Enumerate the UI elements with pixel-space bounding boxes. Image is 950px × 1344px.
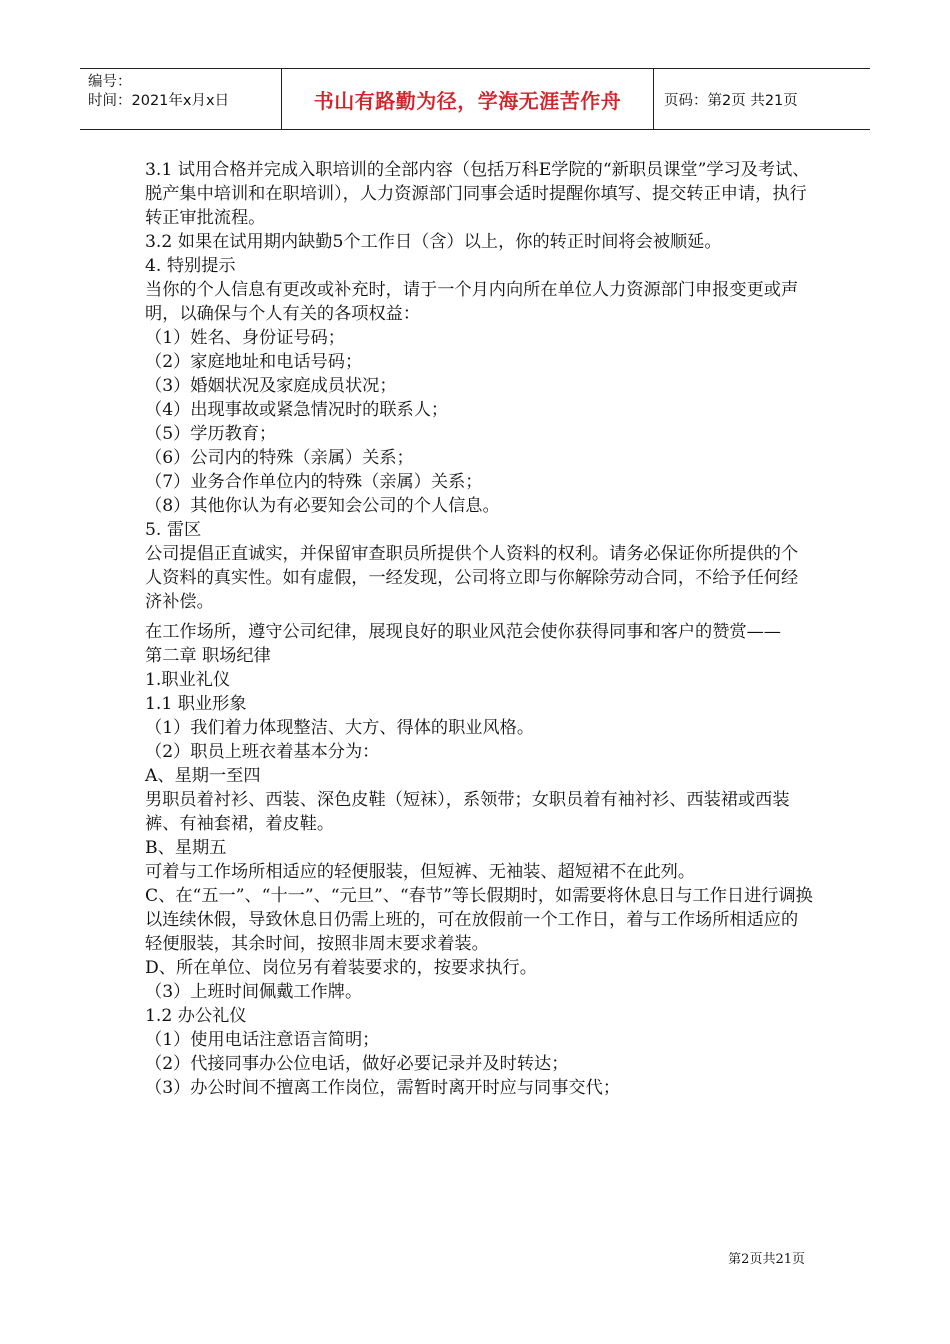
list-item: （3）办公时间不擅离工作岗位，需暂时离开时应与同事交代；	[145, 1078, 621, 1098]
header-page-label: 页码：第2页 共21页	[664, 92, 798, 109]
paragraph: 可着与工作场所相适应的轻便服装，但短裤、无袖装、超短裙不在此列。	[145, 862, 696, 882]
paragraph: B、星期五	[145, 838, 227, 858]
list-item: （1）使用电话注意语言简明；	[145, 1030, 380, 1050]
list-item: （2）家庭地址和电话号码；	[145, 352, 363, 372]
list-item: （1）我们着力体现整洁、大方、得体的职业风格。	[145, 718, 535, 738]
paragraph: 在工作场所，遵守公司纪律，展现良好的职业风范会使你获得同事和客户的赞赏——	[145, 622, 781, 642]
header-motto: 书山有路勤为径，学海无涯苦作舟	[282, 69, 654, 129]
document-body	[145, 158, 815, 1100]
paragraph: 男职员着衬衫、西装、深色皮鞋（短袜），系领带；女职员着有袖衬衫、西装裙或西装裤、有袖套裙，着皮鞋。	[145, 790, 790, 834]
list-item: （6）公司内的特殊（亲属）关系；	[145, 448, 414, 468]
doc-number-label: 编号：	[88, 74, 132, 90]
subsection-heading: 1.2 办公礼仪	[145, 1006, 247, 1026]
paragraph: D、所在单位、岗位另有着装要求的，按要求执行。	[145, 958, 537, 978]
list-item: （5）学历教育；	[145, 424, 277, 444]
list-item: （3）婚姻状况及家庭成员状况；	[145, 376, 397, 396]
section-heading: 4. 特别提示	[145, 256, 236, 276]
paragraph: 3.2 如果在试用期内缺勤5个工作日（含）以上，你的转正时间将会被顺延。	[145, 232, 722, 252]
list-item: （8）其他你认为有必要知会公司的个人信息。	[145, 496, 500, 516]
list-item: （4）出现事故或紧急情况时的联系人；	[145, 400, 449, 420]
list-item: （2）代接同事办公位电话，做好必要记录并及时转达；	[145, 1054, 569, 1074]
header-meta	[80, 69, 282, 129]
paragraph: C、在“五一”、“十一”、“元旦”、“春节”等长假期时，如需要将休息日与工作日进行调换以连续休假，导致休息日仍需上班的，可在放假前一个工作日，着与工作场所相适应的轻便服装，其余时间，按照非周末要求着装。	[145, 886, 813, 954]
section-heading: 1.职业礼仪	[145, 670, 231, 690]
list-item: （3）上班时间佩戴工作牌。	[145, 982, 363, 1002]
paragraph: A、星期一至四	[145, 766, 261, 786]
paragraph: 当你的个人信息有更改或补充时，请于一个月内向所在单位人力资源部门申报变更或声明，以确保与个人有关的各项权益：	[145, 280, 799, 324]
list-item: （2）职员上班衣着基本分为：	[145, 742, 380, 762]
chapter-heading: 第二章 职场纪律	[145, 646, 271, 666]
list-item: （1）姓名、身份证号码；	[145, 328, 345, 348]
subsection-heading: 1.1 职业形象	[145, 694, 247, 714]
paragraph: 公司提倡正直诚实，并保留审查职员所提供个人资料的权利。请务必保证你所提供的个人资料的真实性。如有虚假，一经发现，公司将立即与你解除劳动合同，不给予任何经济补偿。	[145, 544, 799, 612]
page-header	[80, 68, 870, 130]
page-footer: 第2页共21页	[728, 1252, 805, 1267]
section-heading: 5. 雷区	[145, 520, 202, 540]
doc-date-label: 时间：2021年x月x日	[88, 93, 230, 109]
list-item: （7）业务合作单位内的特殊（亲属）关系；	[145, 472, 483, 492]
paragraph: 3.1 试用合格并完成入职培训的全部内容（包括万科E学院的“新职员课堂”学习及考试、脱产集中培训和在职培训），人力资源部门同事会适时提醒你填写、提交转正申请，执行转正审批流程。	[145, 160, 810, 228]
